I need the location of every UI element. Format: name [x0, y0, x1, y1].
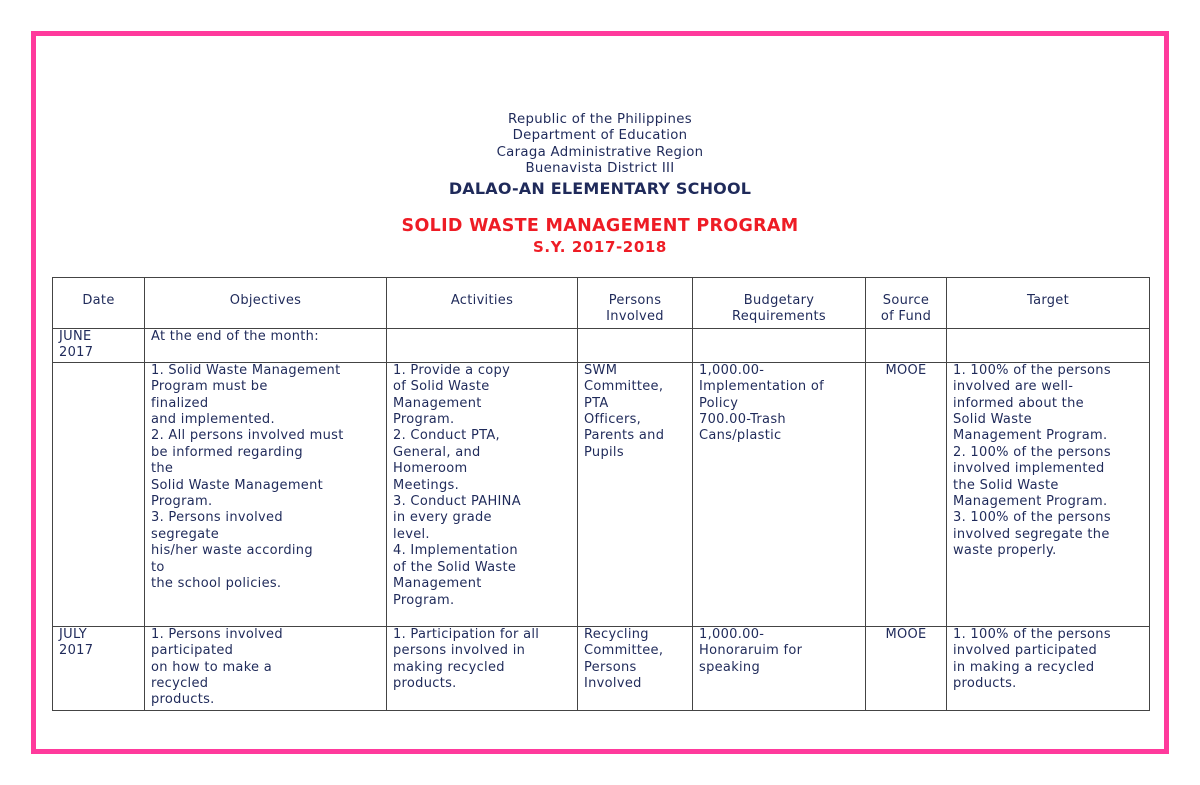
header-line-3: Caraga Administrative Region [496, 144, 704, 160]
cell-fund: MOOE [866, 362, 947, 626]
table-row-july [53, 626, 1150, 710]
cell-persons: SWM Committee, PTA Officers, Parents and Pupils [578, 362, 693, 626]
cell-date: JULY 2017 [53, 626, 145, 710]
cell-activities: 1. Participation for all persons involved in making recycled products. [387, 626, 578, 710]
table-row-june-heading [53, 329, 1150, 363]
cell-objectives: 1. Solid Waste Management Program must be finalized and implemented. 2. All persons involved must be informed regarding the Solid Waste Management Program. 3. Persons involved segregate his/her waste according to the school policies. [145, 362, 387, 626]
cell-target: 1. 100% of the persons involved are well- informed about the Solid Waste Management Program. 2. 100% of the persons involved implemented the Solid Waste Management Program. 3. 100% of the persons involved segregate the waste properly. [947, 362, 1150, 626]
column-header-budget: Budgetary Requirements [693, 278, 866, 329]
cell-target: 1. 100% of the persons involved participated in making a recycled products. [947, 626, 1150, 710]
column-header-fund: Source of Fund [866, 278, 947, 329]
header-line-4: Buenavista District III [525, 161, 675, 177]
cell-target [947, 329, 1150, 363]
document-header [0, 112, 1200, 199]
table-header-row [53, 278, 1150, 329]
cell-fund [866, 329, 947, 363]
program-title: SOLID WASTE MANAGEMENT PROGRAM [401, 216, 799, 236]
cell-budget [693, 329, 866, 363]
cell-persons: Recycling Committee, Persons Involved [578, 626, 693, 710]
cell-budget: 1,000.00- Implementation of Policy 700.00-Trash Cans/plastic [693, 362, 866, 626]
column-header-activities: Activities [387, 278, 578, 329]
column-header-persons: Persons Involved [578, 278, 693, 329]
column-header-objectives: Objectives [145, 278, 387, 329]
cell-fund: MOOE [866, 626, 947, 710]
cell-date [53, 362, 145, 626]
cell-activities [387, 329, 578, 363]
column-header-date: Date [53, 278, 145, 329]
cell-objectives: At the end of the month: [145, 329, 387, 363]
header-line-1: Republic of the Philippines [508, 112, 692, 127]
document-titles [0, 215, 1200, 257]
column-header-target: Target [947, 278, 1150, 329]
cell-objectives: 1. Persons involved participated on how to make a recycled products. [145, 626, 387, 710]
school-year: S.Y. 2017-2018 [533, 238, 667, 256]
school-name: DALAO-AN ELEMENTARY SCHOOL [448, 178, 752, 198]
cell-budget: 1,000.00- Honoraruim for speaking [693, 626, 866, 710]
cell-activities: 1. Provide a copy of Solid Waste Management Program. 2. Conduct PTA, General, and Homeroom Meetings. 3. Conduct PAHINA in every grade level. 4. Implementation of the Solid Waste Management Program. [387, 362, 578, 626]
cell-persons [578, 329, 693, 363]
header-line-2: Department of Education [512, 128, 688, 144]
program-table [52, 277, 1150, 711]
table-row-june [53, 362, 1150, 626]
cell-date: JUNE 2017 [53, 329, 145, 363]
